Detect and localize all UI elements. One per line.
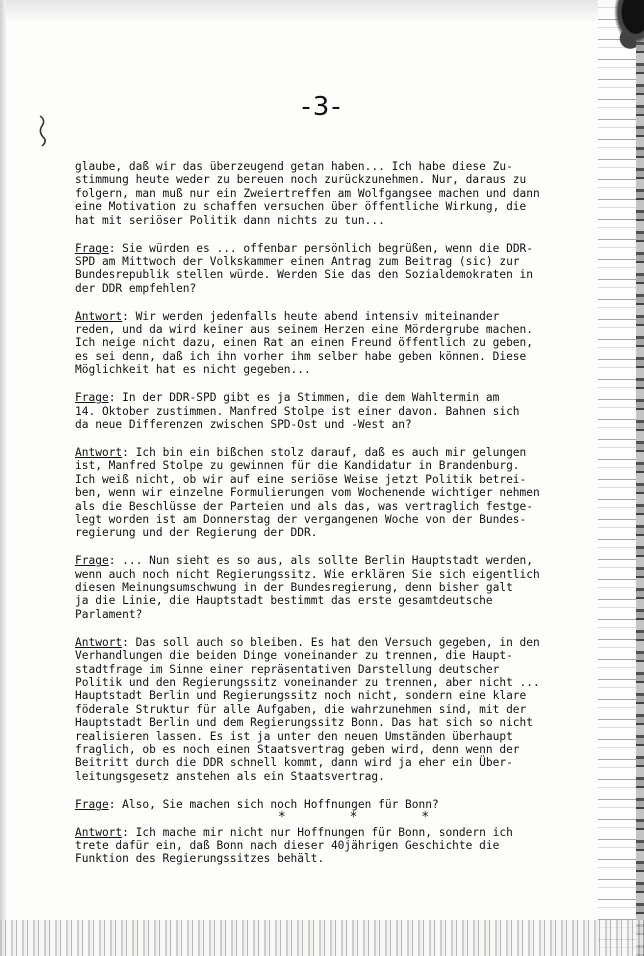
paragraph-answer: [75, 636, 575, 783]
paragraph-question: [75, 554, 575, 621]
paragraph-answer: [75, 446, 575, 540]
paragraph-text: : ... Nun sieht es so aus, als sollte Berlin Hauptstadt werden, wenn auch noch nicht Regierungssitz. Wie erklären Sie sich eigentlich diesen Meinungsumschwung in der Bundesregierung, denn bisher galt ja die Linie, die Hauptstadt bestimmt das erste gesamtdeutsche Parlament?: [75, 554, 540, 621]
paragraph-text: : Ich mache mir nicht nur Hoffnungen für Bonn, sondern ich trete dafür ein, daß Bonn nach dieser 40jährigen Geschichte die Funktion des Regierungssitzes behält.: [75, 825, 513, 866]
paragraph-text: : Sie würden es ... offenbar persönlich begrüßen, wenn die DDR- SPD am Mittwoch der Volkskammer einen Antrag zum Beitrag (sic) zur Bundesrepublik stellen würde. Werden Sie das den Sozialdemokraten in der DDR empfehlen?: [75, 241, 534, 295]
speaker-label: Frage: [75, 554, 109, 568]
speaker-label: Antwort: [75, 445, 123, 459]
speaker-label: Frage: [75, 241, 109, 255]
paragraph-text: glaube, daß wir das überzeugend getan haben... Ich habe diese Zu- stimmung heute weder zu bereuen noch zurückzunehmen. Nur, daraus zu folgern, man muß nur ein Zweiertreffen am Wolfgangsee machen und dann eine Motivation zu schaffen versuchen über öffentliche Wirkung, die hat mit seriöser Politik dann nichts zu tun...: [75, 160, 540, 227]
interview-transcript: [75, 160, 575, 880]
speaker-label: Antwort: [75, 825, 123, 839]
paragraph-text: : Das soll auch so bleiben. Es hat den Versuch gegeben, in den Verhandlungen die beiden Dinge voneinander zu trennen, die Haupt- stadtfrage im Sinne einer repräsentativen Darstellung deutscher Politik und den Regierungssitz voneinander zu trennen, aber nicht ... Hauptstadt Berlin und Regierungssitz noch nicht, sondern eine klare föderale Struktur für alle Aufgaben, die wahrzunehmen sind, mit der Hauptstadt Berlin und dem Regierungssitz Bonn. Das hat sich so nicht realisieren lassen. Es ist ja unter den neuen Umständen überhaupt fraglich, ob es noch einen Staatsvertrag geben wird, denn wenn der Beitritt durch die DDR schnell kommt, dann wird ja eher ein Über- leitungsgesetz anstehen als ein Staatsvertrag.: [75, 635, 540, 783]
speaker-label: Antwort: [75, 635, 123, 649]
scan-edge-bottom: [0, 920, 644, 956]
page-number: -3-: [301, 92, 343, 122]
paragraph-answer: [75, 826, 575, 866]
paragraph-text: : In der DDR-SPD gibt es ja Stimmen, die dem Wahltermin am 14. Oktober zustimmen. Manfred Stolpe ist einer davon. Bahnen sich da neue Differenzen zwischen SPD-Ost und -West an?: [75, 391, 520, 431]
speaker-label: Frage: [75, 391, 109, 405]
scan-corner-smudge: [604, 0, 644, 60]
paragraph-continuation: [75, 160, 575, 227]
paragraph-question: [75, 391, 575, 431]
paragraph-text: : Also, Sie machen sich noch Hoffnungen für Bonn?: [108, 797, 439, 811]
scan-edge-top: [0, 0, 644, 22]
scan-edge-left: [0, 0, 6, 956]
scan-edge-right: [598, 0, 644, 956]
paragraph-text: : Ich bin ein bißchen stolz darauf, daß es auch mir gelungen ist, Manfred Stolpe zu gewinnen für die Kandidatur in Brandenburg. Ich weiß nicht, ob wir auf eine seriöse Weise jetzt Politik betrei- ben, wenn wir einzelne Formulierungen vom Wochenende wichtiger nehmen als die Beschlüsse der Parteien und als das, was vertraglich festge- legt worden ist am Donnerstag der vergangenen Woche von der Bundes- regierung und der Regierung der DDR.: [75, 445, 540, 540]
paragraph-answer: [75, 310, 575, 377]
closing-asterisks: * * *: [278, 810, 458, 825]
speaker-label: Frage: [75, 797, 109, 811]
speaker-label: Antwort: [75, 309, 123, 323]
paragraph-text: : Wir werden jedenfalls heute abend intensiv miteinander reden, und da wird keiner aus seinem Herzen eine Mördergrube machen. Ich neige nicht dazu, einen Rat an einen Freund öffentlich zu geben, es sei denn, daß ich ihn vorher ihm selber habe geben können. Diese Möglichkeit hat es nicht gegeben...: [75, 309, 534, 377]
paragraph-question: [75, 242, 575, 296]
